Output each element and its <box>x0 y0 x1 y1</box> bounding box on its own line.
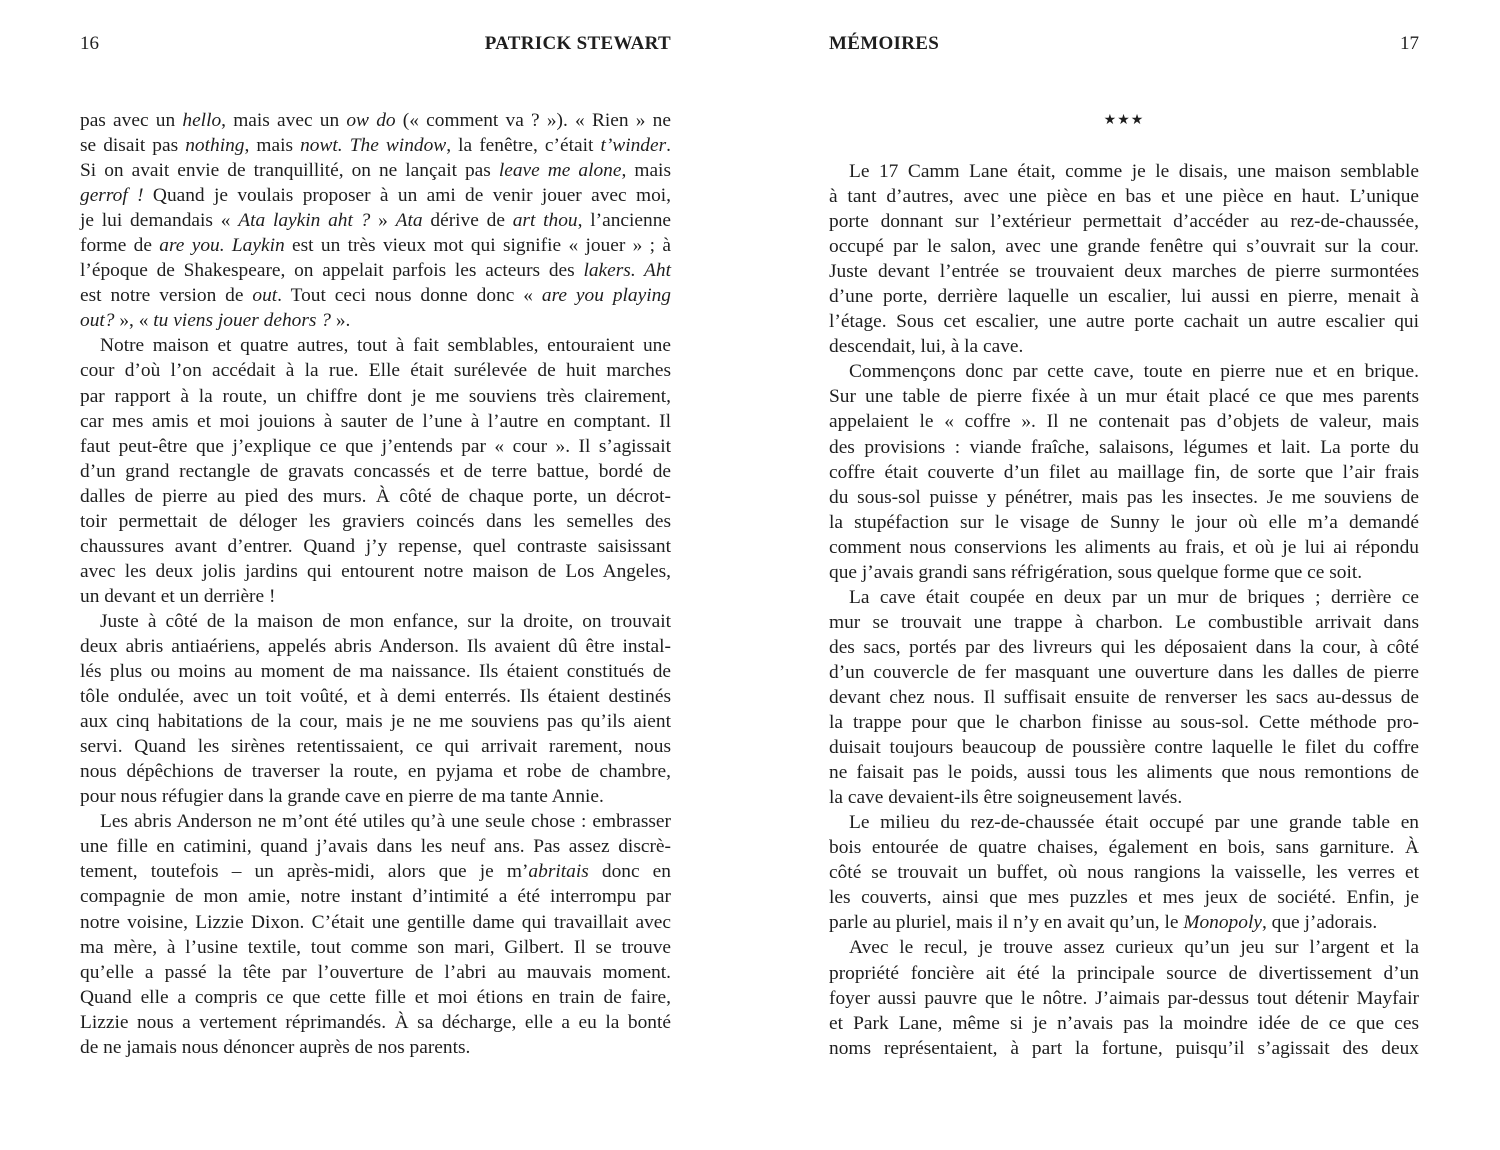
text-line <box>80 158 671 183</box>
text-line <box>80 534 671 559</box>
text-run: noms représentaient, à part la fortune, puisqu’il s’agissait des deux <box>829 1037 1419 1059</box>
text-run: et Park Lane, même si je n’avais pas la moindre idée de ce que ces <box>829 1012 1419 1034</box>
text-run: Sur une table de pierre fixée à un mur était placé ce que mes parents <box>829 386 1419 408</box>
text-line <box>829 610 1419 635</box>
text-run: que j’avais grandi sans réfrigération, sous quelque forme que ce soit. <box>829 561 1363 583</box>
text-run: devant chez nous. Il suffisait ensuite de renverser les sacs au-dessus de <box>829 686 1419 708</box>
text-run: ». <box>331 310 351 332</box>
text-run: , mais avec un <box>221 110 347 131</box>
page-number: 17 <box>1400 33 1419 54</box>
italic-text: gerrof ! <box>80 185 144 207</box>
text-run: ma mère, à l’usine textile, tout comme son mari, Gilbert. Il se trouve <box>80 936 671 958</box>
text-run: , la fenêtre, c’était <box>446 135 601 157</box>
text-run: d’un grand rectangle de gravats concassés et de terre battue, bordé de <box>80 460 671 482</box>
italic-text: out? <box>80 310 120 332</box>
running-head-author: PATRICK STEWART <box>484 33 671 54</box>
text-run: des sacs, portés par des livreurs qui les déposaient dans la cour, à côté <box>829 636 1419 658</box>
text-run: servi. Quand les sirènes retentissaient, ce qui arrivait rarement, nous <box>80 736 671 758</box>
text-line <box>80 509 671 534</box>
text-run: car mes amis et moi jouions à sauter de l’une à l’autre en comptant. Il <box>80 410 671 432</box>
text-line <box>829 660 1419 685</box>
text-line <box>80 283 671 308</box>
text-run: la cave devaient-ils être soigneusement lavés. <box>829 787 1183 809</box>
italic-text: t’winder <box>600 135 667 157</box>
scene-break-asterism: ★★★ <box>1103 113 1145 128</box>
text-run: comment nous conservions les aliments au frais, et où je lui ai répondu <box>829 536 1419 558</box>
text-run: toir permettait de déloger les graviers coincés dans les semelles des <box>80 510 671 532</box>
text-run: notre voisine, Lizzie Dixon. C’était une gentille dame qui travaillait avec <box>80 911 671 933</box>
text-run: dérive de <box>422 210 513 232</box>
text-line <box>80 308 671 333</box>
text-line <box>829 685 1419 710</box>
text-line <box>829 435 1419 460</box>
text-line <box>80 409 671 434</box>
italic-text: out <box>252 285 278 307</box>
text-run: , mais <box>244 135 301 157</box>
text-run: Si on avait envie de tranquillité, on ne lançait pas <box>80 160 499 182</box>
text-line <box>829 735 1419 760</box>
text-run: occupé par le salon, avec une grande fenêtre qui s’ouvrait sur la cour. <box>829 236 1419 258</box>
running-head <box>80 30 671 58</box>
text-line <box>80 459 671 484</box>
text-run: , que j’adorais. <box>1261 912 1378 934</box>
text-run: un devant et un derrière ! <box>80 585 276 607</box>
text-run: lés plus ou moins au moment de ma naissance. Ils étaient constitués de <box>80 661 671 683</box>
text-line <box>80 609 671 634</box>
italic-text: Monopoly <box>1183 912 1262 934</box>
text-run: aux cinq habitations de la cour, mais je ne me souviens pas qu’ils aient <box>80 711 671 733</box>
text-line <box>829 1011 1419 1036</box>
text-line <box>80 884 671 909</box>
text-run: à tant d’autres, avec une pièce en bas et une pièce en haut. L’unique <box>829 186 1419 208</box>
text-line <box>80 1010 671 1035</box>
body-text <box>80 108 671 1060</box>
running-head-title: MÉMOIRES <box>829 33 940 54</box>
text-line <box>829 986 1419 1011</box>
text-line <box>80 659 671 684</box>
text-run: Commençons donc par cette cave, toute en pierre nue et en brique. <box>849 361 1419 383</box>
text-run: compagnie de mon amie, notre instant d’intimité a été interrompu par <box>80 886 671 908</box>
text-line <box>829 560 1419 585</box>
text-run: , l’ancienne <box>577 210 672 232</box>
text-line <box>829 159 1419 184</box>
text-line <box>829 234 1419 259</box>
text-line <box>829 835 1419 860</box>
left-page <box>80 0 671 1150</box>
text-line <box>829 485 1419 510</box>
text-run: côté se trouvait un buffet, où nous rangions la vaisselle, les verres et <box>829 862 1419 884</box>
text-run: Juste à côté de la maison de mon enfance, sur la droite, on trouvait <box>100 610 671 632</box>
italic-text: lakers. Aht <box>583 260 671 282</box>
text-line <box>829 635 1419 660</box>
text-line <box>829 334 1419 359</box>
text-run: (« comment va ? »). « Rien » ne <box>395 110 671 131</box>
text-run: », « <box>119 310 154 332</box>
text-run: qu’elle a passé la tête par l’ouverture de l’abri au mauvais moment. <box>80 961 671 983</box>
text-run: est notre version de <box>80 285 253 307</box>
text-line <box>80 434 671 459</box>
text-run: pour nous réfugier dans la grande cave en pierre de ma tante Annie. <box>80 786 604 808</box>
body-text <box>829 159 1419 1061</box>
text-run: tôle ondulée, avec un toit voûté, et à demi enterrés. Ils étaient destinés <box>80 686 671 708</box>
text-line <box>80 484 671 509</box>
text-run: chaussures avant d’entrer. Quand j’y repense, quel contraste saisissant <box>80 535 671 557</box>
text-run: faut peut-être que j’explique ce que j’entends par « cour ». Il s’agissait <box>80 435 671 457</box>
text-run: Le milieu du rez-de-chaussée était occupé par une grande table en <box>849 812 1419 834</box>
text-line <box>80 258 671 283</box>
text-line <box>80 384 671 409</box>
italic-text: nothing <box>185 135 245 157</box>
text-run: duisait toujours beaucoup de poussière contre laquelle le filet du coffre <box>829 737 1419 759</box>
italic-text: abritais <box>528 861 589 883</box>
text-run: par rapport à la route, un chiffre dont je me souviens très clairement, <box>80 385 671 407</box>
text-run: Quand elle a compris ce que cette fille et moi étions en train de faire, <box>80 986 671 1008</box>
text-line <box>829 510 1419 535</box>
text-line <box>829 409 1419 434</box>
italic-text: Ata <box>395 210 423 232</box>
italic-text: hello <box>182 110 222 131</box>
text-line <box>829 710 1419 735</box>
text-run: d’une porte, derrière laquelle un escalier, lui aussi en pierre, menait à <box>829 286 1419 308</box>
text-run: des provisions : viande fraîche, salaisons, légumes et lait. La porte du <box>829 436 1419 458</box>
text-run: Avec le recul, je trouve assez curieux qu’un jeu sur l’argent et la <box>849 937 1419 959</box>
text-line <box>80 333 671 358</box>
text-line <box>829 359 1419 384</box>
text-run: La cave était coupée en deux par un mur de briques ; derrière ce <box>849 586 1419 608</box>
text-run: Le 17 Camm Lane était, comme je le disais, une maison semblable <box>849 161 1419 182</box>
text-line <box>829 535 1419 560</box>
text-line <box>829 760 1419 785</box>
text-line <box>80 684 671 709</box>
italic-text: art thou <box>512 210 578 232</box>
text-line <box>829 460 1419 485</box>
text-line <box>829 885 1419 910</box>
text-line <box>80 634 671 659</box>
text-line <box>829 259 1419 284</box>
text-line <box>829 384 1419 409</box>
text-run: . <box>666 135 672 157</box>
text-run: deux abris antiaériens, appelés abris Anderson. Ils avaient dû être instal- <box>80 635 671 657</box>
text-run: donc en <box>588 861 671 883</box>
text-line <box>80 208 671 233</box>
text-run: tement, toutefois – un après-midi, alors que je m’ <box>80 861 529 883</box>
italic-text: are you playing <box>541 285 671 307</box>
text-line <box>829 1036 1419 1061</box>
text-line <box>80 584 671 609</box>
text-run: du sous-sol puisse y pénétrer, mais pas les insectes. Je me souviens de <box>829 486 1419 508</box>
italic-text: are you. Laykin <box>159 235 285 257</box>
text-run: de ne jamais nous dénoncer auprès de nos parents. <box>80 1036 471 1058</box>
italic-text: tu viens jouer dehors ? <box>153 310 331 332</box>
text-run: Juste devant l’entrée se trouvaient deux marches de pierre surmontées <box>829 261 1419 283</box>
text-run: mur se trouvait une trappe à charbon. Le combustible arrivait dans <box>829 611 1419 633</box>
text-line <box>80 108 671 133</box>
text-run: la stupéfaction sur le visage de Sunny le jour où elle m’a demandé <box>829 511 1419 533</box>
text-run: l’époque de Shakespeare, on appelait parfois les acteurs des <box>80 260 584 282</box>
text-run: , mais <box>621 160 671 182</box>
text-run: propriété foncière ait été la principale source de divertissement d’un <box>829 962 1419 984</box>
text-line <box>80 910 671 935</box>
text-run: bois entourée de quatre chaises, également en bois, sans garniture. À <box>829 837 1419 859</box>
running-head <box>829 30 1419 58</box>
text-line <box>80 834 671 859</box>
text-run: les couverts, ainsi que mes puzzles et mes jeux de société. Enfin, je <box>829 887 1419 909</box>
text-run: Quand je voulais proposer à un ami de venir jouer avec moi, <box>143 185 672 207</box>
text-run: est un très vieux mot qui signifie « jouer » ; à <box>284 235 671 257</box>
text-line <box>829 860 1419 885</box>
right-page <box>829 0 1419 1150</box>
text-run: . Tout ceci nous donne donc « <box>277 285 542 307</box>
text-line <box>80 985 671 1010</box>
text-run: je lui demandais « <box>80 210 239 232</box>
text-run: la trappe pour que le charbon finisse au sous-sol. Cette méthode pro- <box>829 712 1419 734</box>
text-run: l’étage. Sous cet escalier, une autre porte cachait un autre escalier qui <box>829 311 1419 333</box>
text-line <box>80 935 671 960</box>
text-line <box>80 1035 671 1060</box>
text-line <box>80 734 671 759</box>
text-line <box>829 184 1419 209</box>
text-line <box>829 209 1419 234</box>
text-line <box>829 785 1419 810</box>
text-run: ne faisait pas le poids, aussi tous les aliments que nous remontions de <box>829 762 1419 784</box>
text-run: dalles de pierre au pied des murs. À côté de chaque porte, un décrot- <box>80 485 671 507</box>
text-run: nous dépêchions de traverser la route, en pyjama et robe de chambre, <box>80 761 671 783</box>
text-line <box>80 809 671 834</box>
text-line <box>829 961 1419 986</box>
text-line <box>80 759 671 784</box>
text-run: Lizzie nous a vertement réprimandés. À sa décharge, elle a eu la bonté <box>80 1011 671 1033</box>
text-run: pas avec un <box>80 110 183 131</box>
text-line <box>829 810 1419 835</box>
text-line <box>829 585 1419 610</box>
text-run: Notre maison et quatre autres, tout à fait semblables, entouraient une <box>100 335 671 357</box>
text-run: avec les deux jolis jardins qui entourent notre maison de Los Angeles, <box>80 560 671 582</box>
text-line <box>80 358 671 383</box>
text-line <box>829 910 1419 935</box>
italic-text: leave me alone <box>498 160 622 182</box>
text-line <box>829 284 1419 309</box>
page-number: 16 <box>80 33 99 54</box>
italic-text: Ata laykin aht ? <box>238 210 371 232</box>
italic-text: nowt. The window <box>300 135 447 157</box>
text-line <box>80 183 671 208</box>
text-run: d’un couvercle de fer masquant une ouverture dans les dalles de pierre <box>829 661 1419 683</box>
text-line <box>829 935 1419 960</box>
text-run: foyer aussi pauvre que le nôtre. J’aimais par-dessus tout détenir Mayfair <box>829 987 1419 1009</box>
text-run: forme de <box>80 235 160 257</box>
italic-text: ow do <box>346 110 396 131</box>
text-line <box>80 960 671 985</box>
text-line <box>80 559 671 584</box>
text-line <box>80 859 671 884</box>
text-run: appelaient le « coffre ». Il ne contenait pas d’objets de valeur, mais <box>829 411 1419 433</box>
text-run: une fille en catimini, quand j’avais dans les neuf ans. Pas assez discrè- <box>80 836 671 858</box>
text-run: parle au pluriel, mais il n’y en avait qu’un, le <box>829 912 1184 934</box>
text-run: se disait pas <box>80 135 186 157</box>
text-run: Les abris Anderson ne m’ont été utiles qu’à une seule chose : embrasser <box>100 811 671 833</box>
text-line <box>80 709 671 734</box>
text-run: descendait, lui, à la cave. <box>829 336 1024 358</box>
text-line <box>829 309 1419 334</box>
text-line <box>80 233 671 258</box>
text-run: coffre était couverte d’un filet au maillage fin, de sorte que l’air frais <box>829 461 1419 483</box>
text-run: cour d’où l’on accédait à la rue. Elle était surélevée de huit marches <box>80 360 671 382</box>
text-run: » <box>370 210 396 232</box>
text-line <box>80 133 671 158</box>
text-run: porte donnant sur l’extérieur permettait d’accéder au rez-de-chaussée, <box>829 211 1419 233</box>
text-line <box>80 784 671 809</box>
